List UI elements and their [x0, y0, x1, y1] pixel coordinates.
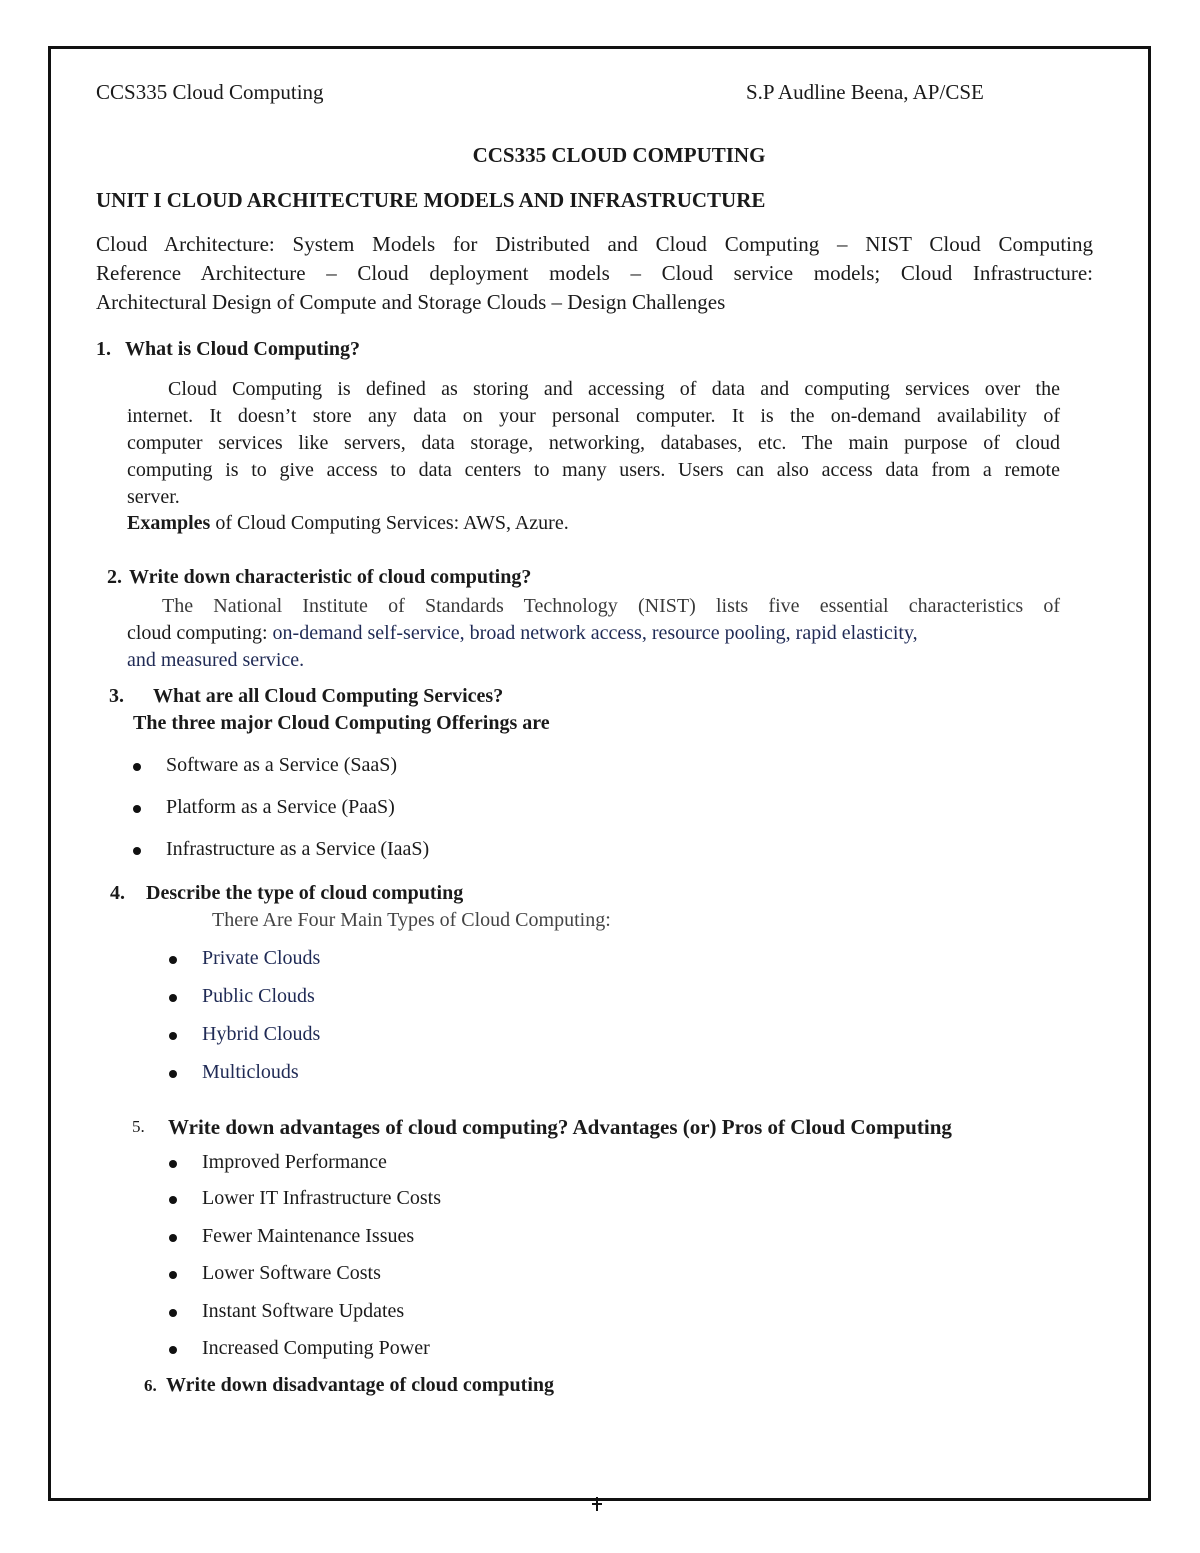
list-item-text: Multiclouds [202, 1061, 299, 1083]
syllabus-line-1: Cloud Architecture: System Models for Distributed and Cloud Computing – NIST Cloud Computing [96, 232, 1093, 256]
list-item-text: Lower IT Infrastructure Costs [202, 1187, 442, 1209]
header-course: CCS335 Cloud Computing [96, 80, 324, 104]
q1-examples-text: of Cloud Computing Services: AWS, Azure. [210, 512, 569, 534]
q2-line-1: The National Institute of Standards Technology (NIST) lists five essential characteristics of [162, 595, 1060, 617]
footer-tick [592, 1503, 602, 1505]
bullet-icon [169, 1346, 177, 1354]
bullet-icon [169, 1234, 177, 1242]
q6-number: 6. [144, 1376, 157, 1395]
q1-examples-label: Examples [127, 512, 211, 534]
list-item-text: Private Clouds [202, 947, 321, 969]
q1-question: What is Cloud Computing? [125, 338, 361, 360]
q2-line-2 [127, 620, 918, 647]
header-author: S.P Audline Beena, AP/CSE [746, 80, 984, 104]
list-item-text: Software as a Service (SaaS) [166, 754, 398, 776]
q5-number: 5. [132, 1117, 145, 1136]
q2-line-2-a: cloud computing: [127, 622, 273, 644]
bullet-icon [169, 1070, 177, 1078]
q2-number: 2. [107, 566, 122, 588]
q1-line-3: computer services like servers, data storage, networking, databases, etc. The main purpose of cloud [127, 432, 1060, 454]
q1-line-4: computing is to give access to data centers to many users. Users can also access data from a remote [127, 459, 1060, 481]
q3-subheading: The three major Cloud Computing Offerings are [133, 712, 550, 734]
list-item-text: Hybrid Clouds [202, 1023, 321, 1045]
bullet-icon [133, 847, 141, 855]
bullet-icon [169, 1309, 177, 1317]
syllabus-line-3: Architectural Design of Compute and Storage Clouds – Design Challenges [96, 290, 726, 314]
q4-intro: There Are Four Main Types of Cloud Computing: [212, 909, 611, 931]
q3-question: What are all Cloud Computing Services? [153, 685, 504, 707]
q3-number: 3. [109, 685, 124, 707]
list-item-text: Improved Performance [202, 1151, 387, 1173]
q4-question: Describe the type of cloud computing [146, 882, 464, 904]
list-item-text: Public Clouds [202, 985, 315, 1007]
q1-line-5: server. [127, 486, 180, 508]
list-item-text: Lower Software Costs [202, 1262, 381, 1284]
bullet-icon [169, 1032, 177, 1040]
q4-number: 4. [110, 882, 125, 904]
bullet-icon [169, 956, 177, 964]
q1-examples [127, 510, 569, 537]
syllabus-line-2: Reference Architecture – Cloud deployment models – Cloud service models; Cloud Infrastructure: [96, 261, 1093, 285]
bullet-icon [169, 994, 177, 1002]
q6-question: Write down disadvantage of cloud computing [166, 1374, 555, 1396]
list-item-text: Infrastructure as a Service (IaaS) [166, 838, 430, 860]
q1-line-2: internet. It doesn’t store any data on your personal computer. It is the on-demand availability of [127, 405, 1060, 427]
page-title: CCS335 CLOUD COMPUTING [472, 143, 766, 167]
bullet-icon [133, 805, 141, 813]
q2-line-2-b: on-demand self-service, broad network access, resource pooling, rapid elasticity, [272, 622, 918, 644]
bullet-icon [169, 1160, 177, 1168]
list-item-text: Instant Software Updates [202, 1300, 405, 1322]
q5-question: Write down advantages of cloud computing? Advantages (or) Pros of Cloud Computing [168, 1115, 952, 1139]
list-item-text: Fewer Maintenance Issues [202, 1225, 415, 1247]
bullet-icon [169, 1271, 177, 1279]
q1-line-1: Cloud Computing is defined as storing and accessing of data and computing services over the [168, 378, 1060, 400]
q1-number: 1. [96, 338, 111, 360]
bullet-icon [133, 763, 141, 771]
q2-line-3: and measured service. [127, 649, 305, 671]
bullet-icon [169, 1196, 177, 1204]
list-item-text: Platform as a Service (PaaS) [166, 796, 395, 818]
q2-question: Write down characteristic of cloud computing? [129, 566, 532, 588]
unit-title: UNIT I CLOUD ARCHITECTURE MODELS AND INFRASTRUCTURE [96, 188, 766, 212]
list-item-text: Increased Computing Power [202, 1337, 430, 1359]
